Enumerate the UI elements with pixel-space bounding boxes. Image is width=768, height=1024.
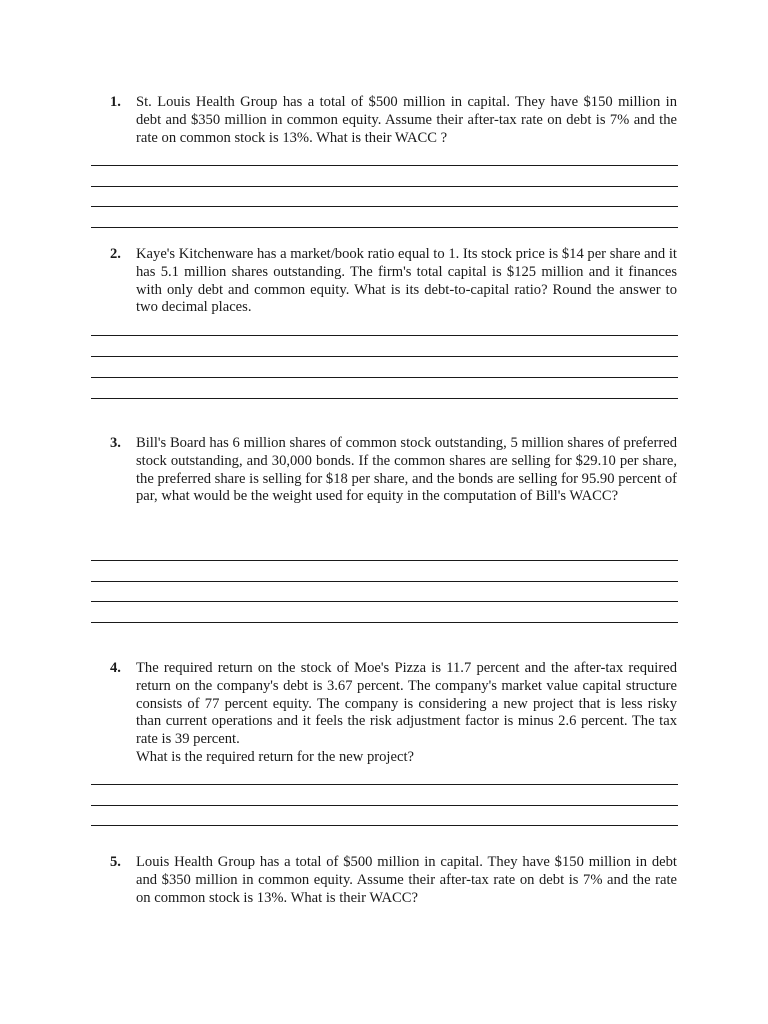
answer-line[interactable] bbox=[91, 206, 678, 207]
answer-line[interactable] bbox=[91, 356, 678, 357]
question-5 bbox=[110, 854, 677, 907]
answer-line[interactable] bbox=[91, 335, 678, 336]
question-text bbox=[136, 435, 677, 506]
question-text bbox=[136, 94, 677, 147]
question-text-body: Kaye's Kitchenware has a market/book ratio equal to 1. Its stock price is $14 per share and it has 5.1 million shares outstanding. The firm's total capital is $125 million and it finances with only debt and common equity. What is its debt-to-capital ratio? Round the answer to two decimal places. bbox=[136, 246, 677, 316]
question-text bbox=[136, 854, 677, 907]
answer-line[interactable] bbox=[91, 398, 678, 399]
question-text-body: Bill's Board has 6 million shares of common stock outstanding, 5 million shares of preferred stock outstanding, and 30,000 bonds. If the common shares are selling for $29.10 per share, the preferred share is selling for $18 per share, and the bonds are selling for 95.90 percent of par, what would be the weight used for equity in the computation of Bill's WACC? bbox=[136, 435, 677, 505]
answer-line[interactable] bbox=[91, 805, 678, 806]
answer-line[interactable] bbox=[91, 227, 678, 228]
question-text-body: Louis Health Group has a total of $500 million in capital. They have $150 million in debt and $350 million in common equity. Assume their after-tax rate on debt is 7% and the rate on common stock is 13%. What is their WACC? bbox=[136, 854, 677, 906]
question-number: 3. bbox=[110, 435, 121, 451]
answer-line[interactable] bbox=[91, 825, 678, 826]
answer-line[interactable] bbox=[91, 601, 678, 602]
question-text-body: St. Louis Health Group has a total of $500 million in capital. They have $150 million in debt and $350 million in common equity. Assume their after-tax rate on debt is 7% and the rate on common stock is 13%. What is their WACC ? bbox=[136, 94, 677, 146]
question-text-followup: What is the required return for the new project? bbox=[136, 748, 414, 765]
question-text-body: The required return on the stock of Moe's Pizza is 11.7 percent and the after-tax required return on the company's debt is 3.67 percent. The company's market value capital structure consists of 77 percent equity. The company is considering a new project that is less risky than current operations and it feels the risk adjustment factor is minus 2.6 percent. The tax rate is 39 percent. bbox=[136, 660, 677, 748]
answer-line[interactable] bbox=[91, 165, 678, 166]
question-number: 1. bbox=[110, 94, 121, 110]
question-4 bbox=[110, 660, 677, 767]
answer-line[interactable] bbox=[91, 186, 678, 187]
question-1 bbox=[110, 94, 677, 147]
answer-line[interactable] bbox=[91, 560, 678, 561]
question-number: 2. bbox=[110, 246, 121, 262]
question-2 bbox=[110, 246, 677, 317]
answer-line[interactable] bbox=[91, 581, 678, 582]
answer-line[interactable] bbox=[91, 622, 678, 623]
question-3 bbox=[110, 435, 677, 506]
question-number: 4. bbox=[110, 660, 121, 676]
question-number: 5. bbox=[110, 854, 121, 870]
question-text bbox=[136, 246, 677, 317]
answer-line[interactable] bbox=[91, 377, 678, 378]
answer-line[interactable] bbox=[91, 784, 678, 785]
question-text bbox=[136, 660, 677, 767]
